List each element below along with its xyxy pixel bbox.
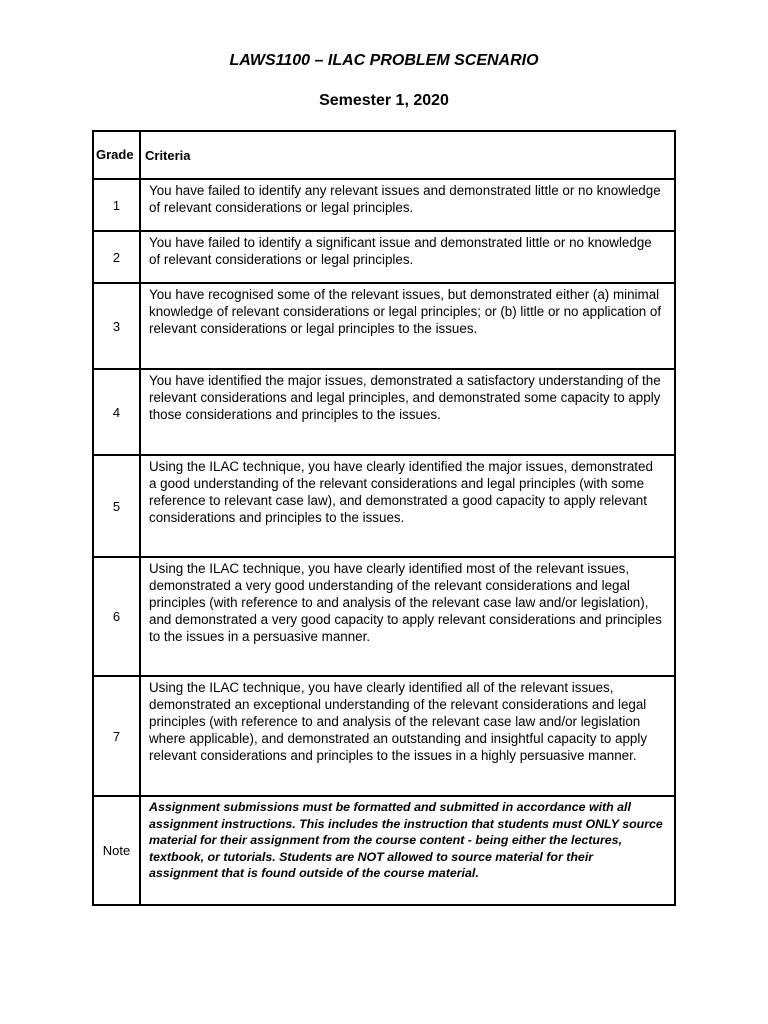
grading-criteria-table <box>92 130 676 906</box>
table-row <box>94 677 674 797</box>
criteria-cell: Using the ILAC technique, you have clearly identified most of the relevant issues, demonstrated a very good understanding of the relevant considerations and legal principles (with reference to and analysis of the relevant case law and/or legislation), and demonstrated a very good capacity to apply relevant considerations and principles to the issues in a persuasive manner. <box>141 558 674 677</box>
table-row <box>94 370 674 456</box>
note-text: Assignment submissions must be formatted and submitted in accordance with all assignment instructions. This includes the instruction that students must ONLY source material for their assignment from the course content - being either the lectures, textbook, or tutorials. Students are NOT allowed to source material for their assignment that is found outside of the course material. <box>149 800 663 881</box>
document-subtitle: Semester 1, 2020 <box>319 92 449 109</box>
table-row <box>94 180 674 232</box>
criteria-cell: You have failed to identify any relevant issues and demonstrated little or no knowledge of relevant considerations or legal principles. <box>141 180 674 232</box>
document-title: LAWS1100 – ILAC PROBLEM SCENARIO <box>229 52 539 69</box>
grade-cell: 5 <box>94 456 141 558</box>
grade-cell: 7 <box>94 677 141 797</box>
grade-cell: 3 <box>94 284 141 370</box>
criteria-cell: Using the ILAC technique, you have clearly identified the major issues, demonstrated a good understanding of the relevant considerations and legal principles (with some reference to relevant case law), and demonstrated a good capacity to apply relevant considerations and principles to the issues. <box>141 456 674 558</box>
table-row <box>94 456 674 558</box>
table-row <box>94 232 674 284</box>
criteria-cell: You have recognised some of the relevant issues, but demonstrated either (a) minimal knowledge of relevant considerations or legal principles; or (b) little or no application of relevant considerations or legal principles to the issues. <box>141 284 674 370</box>
grade-cell: 4 <box>94 370 141 456</box>
criteria-column-header: Criteria <box>141 132 674 180</box>
grade-column-header: Grade <box>94 132 141 180</box>
grade-cell: 2 <box>94 232 141 284</box>
table-row <box>94 284 674 370</box>
grade-cell: 6 <box>94 558 141 677</box>
table-header-row <box>94 132 674 180</box>
note-row <box>94 797 674 904</box>
criteria-cell: You have failed to identify a significant issue and demonstrated little or no knowledge of relevant considerations or legal principles. <box>141 232 674 284</box>
table-row <box>94 558 674 677</box>
criteria-cell: You have identified the major issues, demonstrated a satisfactory understanding of the relevant considerations and legal principles, and demonstrated some capacity to apply those considerations and principles to the issues. <box>141 370 674 456</box>
grade-cell: 1 <box>94 180 141 232</box>
criteria-cell: Using the ILAC technique, you have clearly identified all of the relevant issues, demonstrated an exceptional understanding of the relevant considerations and legal principles (with reference to and analysis of the relevant case law and/or legislation where applicable), and demonstrated an outstanding and insightful capacity to apply relevant considerations and principles to the issues in a highly persuasive manner. <box>141 677 674 797</box>
note-label: Note <box>94 797 141 904</box>
